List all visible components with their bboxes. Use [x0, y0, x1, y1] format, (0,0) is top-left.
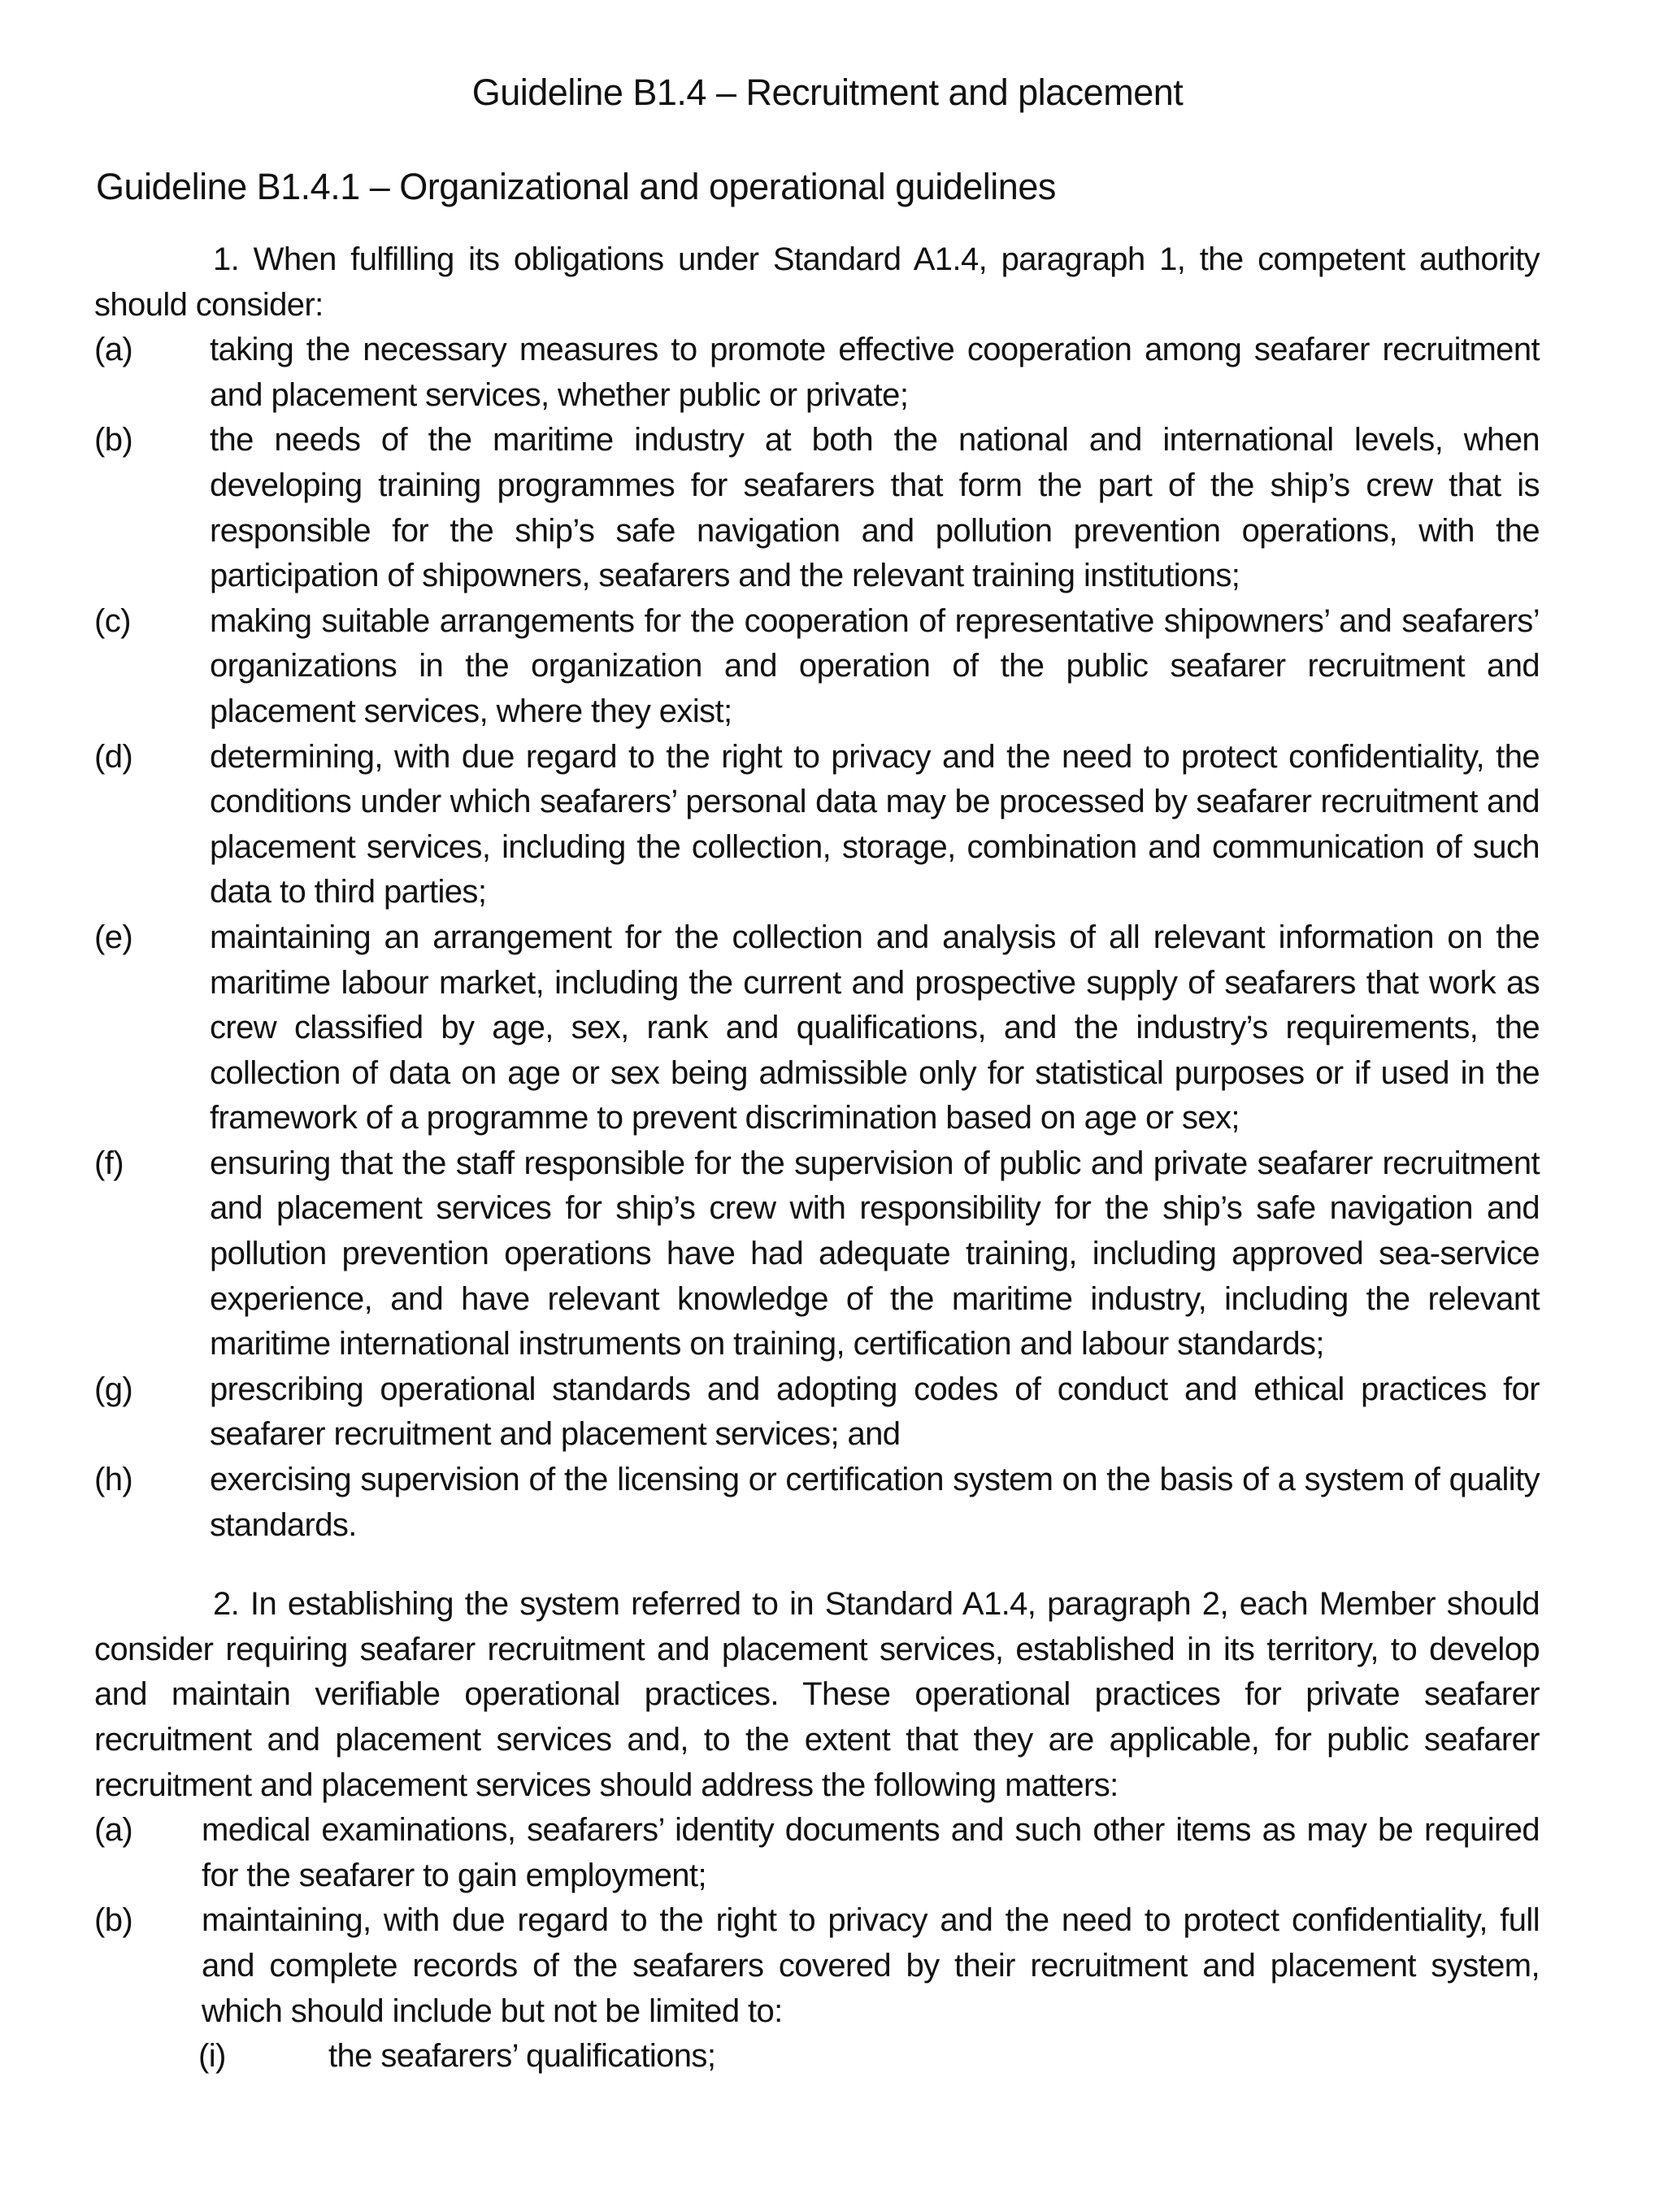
list-item [94, 1808, 1540, 1898]
list-item [94, 915, 1540, 1141]
list-item [94, 1141, 1540, 1367]
document-body [94, 237, 1540, 2079]
list-item-label: (a) [94, 1812, 133, 1849]
list-item-text: taking the necessary measures to promote effective cooperation among seafarer recruitment and placement services, whether public or private; [210, 332, 1540, 413]
sub-list-item-label: (i) [198, 2038, 226, 2075]
document-title: Guideline B1.4 – Recruitment and placement [471, 72, 1184, 113]
list-item-label: (b) [94, 422, 133, 458]
list-item [94, 735, 1540, 915]
list-item-text: exercising supervision of the licensing or certification system on the basis of a system of quality standards. [210, 1462, 1540, 1543]
list-item-label: (b) [94, 1902, 133, 1939]
list-item-label: (e) [94, 919, 133, 955]
list-item-text: maintaining an arrangement for the collection and analysis of all relevant information on the maritime labour market, including the current and prospective supply of seafarers that work as crew classified by age, sex, rank and qualifications, and the industry’s requirements, the collection of data on age or sex being admissible only for statistical purposes or if used in the framework of a programme to prevent discrimination based on age or sex; [210, 919, 1540, 1136]
list-item [94, 328, 1540, 418]
list-item-text: making suitable arrangements for the cooperation of representative shipowners’ and seafarers’ organizations in the organization and operation of the public seafarer recruitment and placement services, where they exist; [210, 602, 1540, 729]
list-item-text: determining, with due regard to the right to privacy and the need to protect confidentiality, the conditions under which seafarers’ personal data may be processed by seafarer recruitment and placement services, including the collection, storage, combination and communication of such data to third parties; [210, 738, 1540, 910]
list-item-text: ensuring that the staff responsible for the supervision of public and private seafarer recruitment and placement services for ship’s crew with responsibility for the ship’s safe navigation and pollution prevention operations have had adequate training, including approved sea-service experience, and have relevant knowledge of the maritime industry, including the relevant maritime international instruments on training, certification and labour standards; [210, 1145, 1540, 1362]
paragraph-2-intro: 2. In establishing the system referred to in Standard A1.4, paragraph 2, each Member should consider requiring seafarer recruitment and placement services, established in its territory, to develop and maintain verifiable operational practices. These operational practices for private seafarer recruitment and placement services and, to the extent that they are applicable, for public seafarer recruitment and placement services should address the following matters: [94, 1586, 1540, 1803]
list-item-label: (h) [94, 1462, 133, 1498]
section-subtitle: Guideline B1.4.1 – Organizational and operational guidelines [96, 166, 1056, 207]
list-item-text: medical examinations, seafarers’ identity documents and such other items as may be required for the seafarer to gain employment; [202, 1812, 1540, 1893]
paragraph-2-list [94, 1808, 1540, 2079]
list-item [94, 1458, 1540, 1548]
list-item [94, 1898, 1540, 2034]
list-item-text: the needs of the maritime industry at both the national and international levels, when developing training programmes for seafarers that form the part of the ship’s crew that is responsible for the ship’s safe navigation and pollution prevention operations, with the participation of shipowners, seafarers and the relevant training institutions; [210, 422, 1540, 594]
list-item-text: prescribing operational standards and adopting codes of conduct and ethical practices for seafarer recruitment and placement services; and [210, 1371, 1540, 1453]
list-item-label: (d) [94, 738, 133, 775]
sub-list-item [198, 2034, 1540, 2079]
list-item-text: maintaining, with due regard to the right to privacy and the need to protect confidentiality, full and complete records of the seafarers covered by their recruitment and placement system, which should include but not be limited to: [202, 1902, 1540, 2029]
paragraph-1-list [94, 328, 1540, 1548]
list-item [94, 1367, 1540, 1458]
list-item-label: (g) [94, 1371, 133, 1407]
list-item-label: (c) [94, 602, 131, 639]
list-item-label: (a) [94, 332, 133, 368]
list-item [94, 418, 1540, 598]
list-item-label: (f) [94, 1145, 124, 1181]
paragraph-1-intro: 1. When fulfilling its obligations under Standard A1.4, paragraph 1, the competent authority should consider: [94, 241, 1540, 323]
sub-list-item-text: the seafarers’ qualifications; [328, 2038, 716, 2075]
list-item [94, 599, 1540, 735]
